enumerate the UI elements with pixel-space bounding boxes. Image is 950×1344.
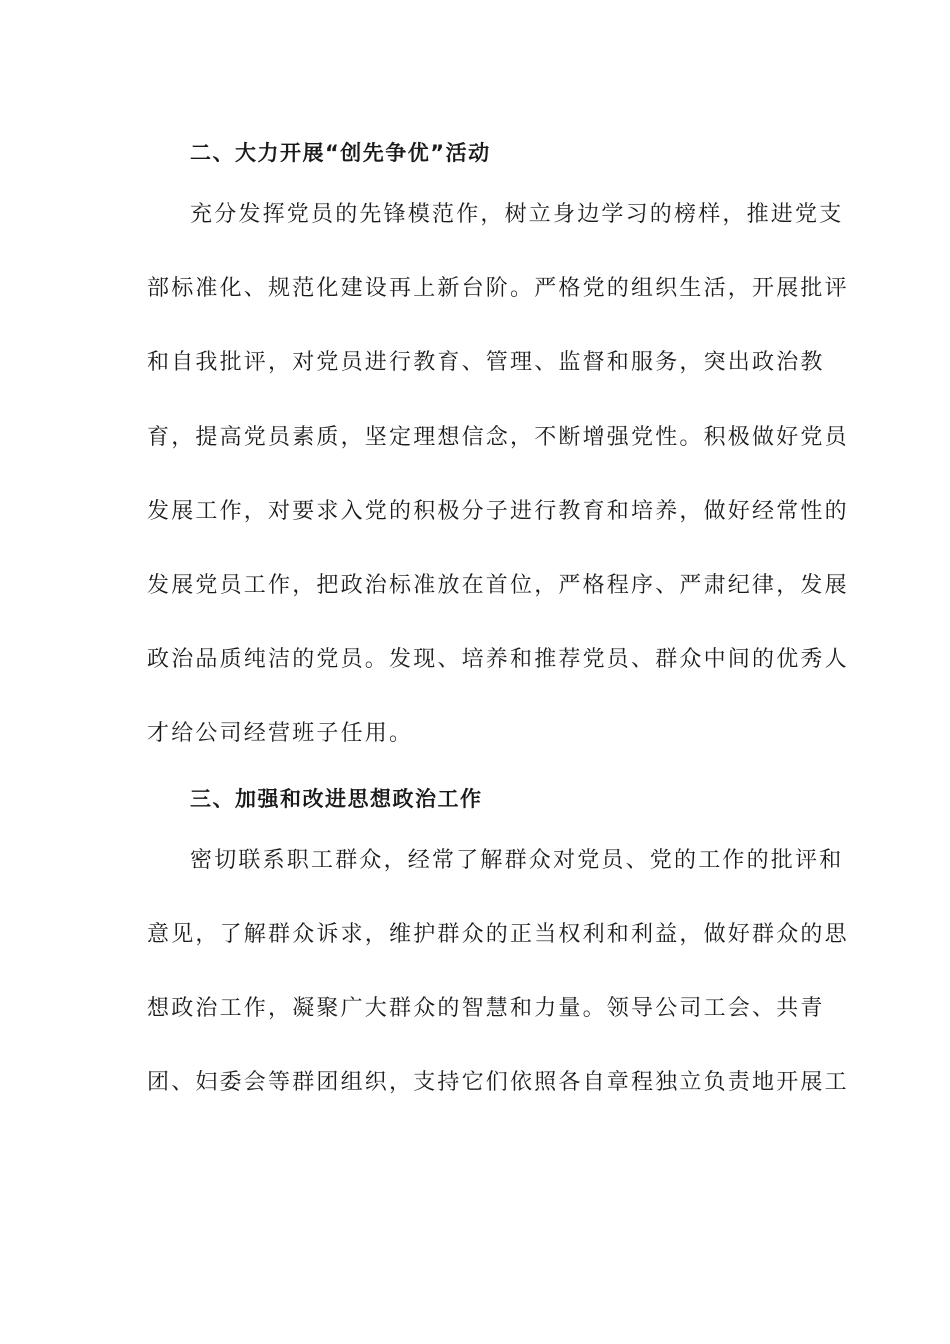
- section-3-heading: 三、加强和改进思想政治工作: [190, 787, 483, 811]
- paragraph-line: 部标准化、规范化建设再上新台阶。严格党的组织生活，开展批评: [147, 276, 849, 301]
- paragraph-line: 才给公司经营班子任用。: [147, 721, 414, 746]
- paragraph-line: 密切联系职工群众，经常了解群众对党员、党的工作的批评和: [190, 848, 844, 873]
- paragraph-line: 意见，了解群众诉求，维护群众的正当权利和利益，做好群众的思: [147, 922, 849, 947]
- paragraph-line: 团、妇委会等群团组织，支持它们依照各自章程独立负责地开展工: [147, 1070, 849, 1095]
- paragraph-line: 和自我批评，对党员进行教育、管理、监督和服务，突出政治教: [147, 350, 825, 375]
- paragraph-line: 发展工作，对要求入党的积极分子进行教育和培养，做好经常性的: [147, 499, 849, 524]
- paragraph-line: 政治品质纯洁的党员。发现、培养和推荐党员、群众中间的优秀人: [147, 647, 849, 672]
- paragraph-line: 想政治工作，凝聚广大群众的智慧和力量。领导公司工会、共青: [147, 996, 825, 1021]
- paragraph-line: 充分发挥党员的先锋模范作，树立身边学习的榜样，推进党支: [190, 202, 844, 227]
- paragraph-line: 育，提高党员素质，坚定理想信念，不断增强党性。积极做好党员: [147, 425, 849, 450]
- paragraph-line: 发展党员工作，把政治标准放在首位，严格程序、严肃纪律，发展: [147, 573, 849, 598]
- section-2-heading: 二、大力开展“创先争优”活动: [190, 141, 491, 165]
